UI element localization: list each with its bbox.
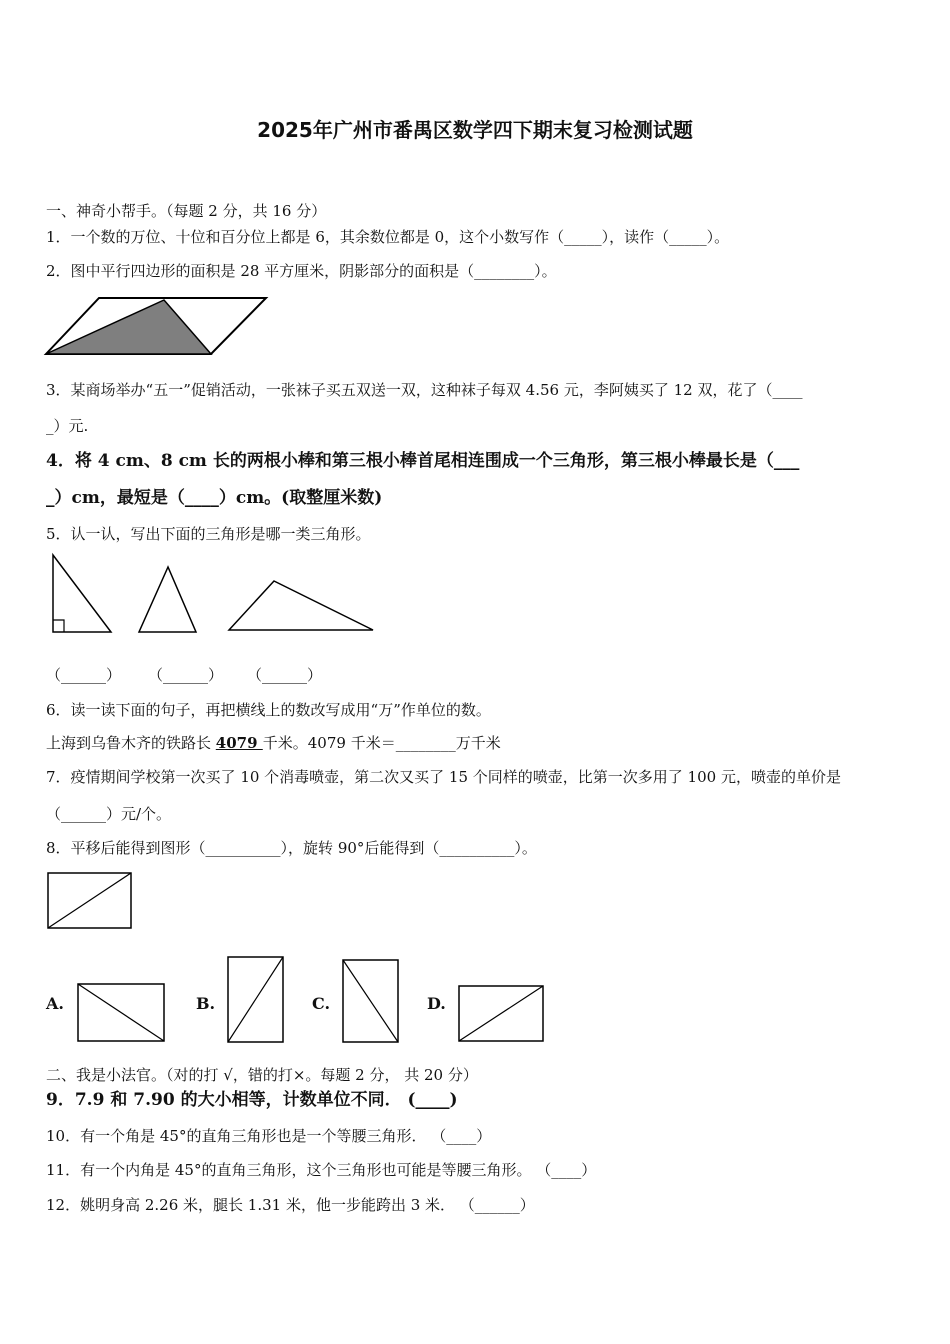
question-3-line1: 3．某商场举办“五一”促销活动，一张袜子买五双送一双，这种袜子每双 4.56 元，李阿姨买了 12 双，花了（____ — [46, 381, 803, 399]
option-d-label: D. — [427, 994, 446, 1013]
option-b-label: B. — [196, 994, 216, 1013]
option-c-label: C. — [312, 994, 331, 1013]
q5-blank-3: （______） — [247, 666, 323, 684]
question-11: 11．有一个内角是 45°的直角三角形，这个三角形也可能是等腰三角形。 （____） — [46, 1161, 597, 1179]
page-title: 2025年广州市番禺区数学四下期末复习检测试题 — [257, 118, 693, 142]
question-1: 1．一个数的万位、十位和百分位上都是 6，其余数位都是 0，这个小数写作（_____），读作（_____）。 — [46, 228, 730, 246]
option-a-figure — [77, 983, 166, 1043]
acute-triangle-figure — [136, 565, 200, 635]
q8-original-rectangle — [47, 872, 133, 930]
q5-blank-2: （______） — [148, 666, 224, 684]
option-a-label: A. — [46, 994, 64, 1013]
section1-heading: 一、神奇小帮手。（每题 2 分，共 16 分） — [46, 202, 327, 220]
option-d-figure — [458, 985, 545, 1043]
question-6: 6．读一读下面的句子，再把横线上的数改写成用“万”作单位的数。 — [46, 701, 491, 719]
question-4-line2: _）cm，最短是（____）cm。(取整厘米数) — [46, 488, 383, 508]
question-7-line2: （______）元/个。 — [46, 805, 172, 823]
q5-blank-1: （______） — [46, 666, 122, 684]
section2-heading: 二、我是小法官。（对的打 √，错的打×。每题 2 分， 共 20 分） — [46, 1066, 478, 1084]
right-triangle-figure — [50, 553, 115, 635]
q6-pre: 上海到乌鲁木齐的铁路长 — [46, 734, 216, 752]
q6-post: 千米。4079 千米＝________万千米 — [262, 734, 501, 752]
question-5: 5．认一认，写出下面的三角形是哪一类三角形。 — [46, 525, 371, 543]
question-7-line1: 7．疫情期间学校第一次买了 10 个消毒喷壶，第二次又买了 15 个同样的喷壶，比第一次多用了 100 元，喷壶的单价是 — [46, 768, 841, 786]
parallelogram-figure — [44, 296, 269, 358]
question-6-sentence — [46, 733, 501, 753]
question-3-line2: _）元. — [46, 417, 89, 435]
question-4-line1: 4．将 4 cm、8 cm 长的两根小棒和第三根小棒首尾相连围成一个三角形，第三根小棒最长是（___ — [46, 451, 800, 471]
question-10: 10．有一个角是 45°的直角三角形也是一个等腰三角形． （____） — [46, 1127, 492, 1145]
question-2: 2．图中平行四边形的面积是 28 平方厘米，阴影部分的面积是（________）。 — [46, 262, 557, 280]
obtuse-triangle-figure — [226, 578, 376, 634]
option-b-figure — [227, 956, 285, 1044]
question-12: 12．姚明身高 2.26 米，腿长 1.31 米，他一步能跨出 3 米． （______） — [46, 1196, 535, 1214]
q6-underlined-number: 4079 — [215, 734, 263, 752]
question-8: 8．平移后能得到图形（__________），旋转 90°后能得到（__________）。 — [46, 839, 537, 857]
question-9: 9．7.9 和 7.90 的大小相等，计数单位不同． (____) — [46, 1090, 458, 1110]
option-c-figure — [342, 959, 400, 1044]
